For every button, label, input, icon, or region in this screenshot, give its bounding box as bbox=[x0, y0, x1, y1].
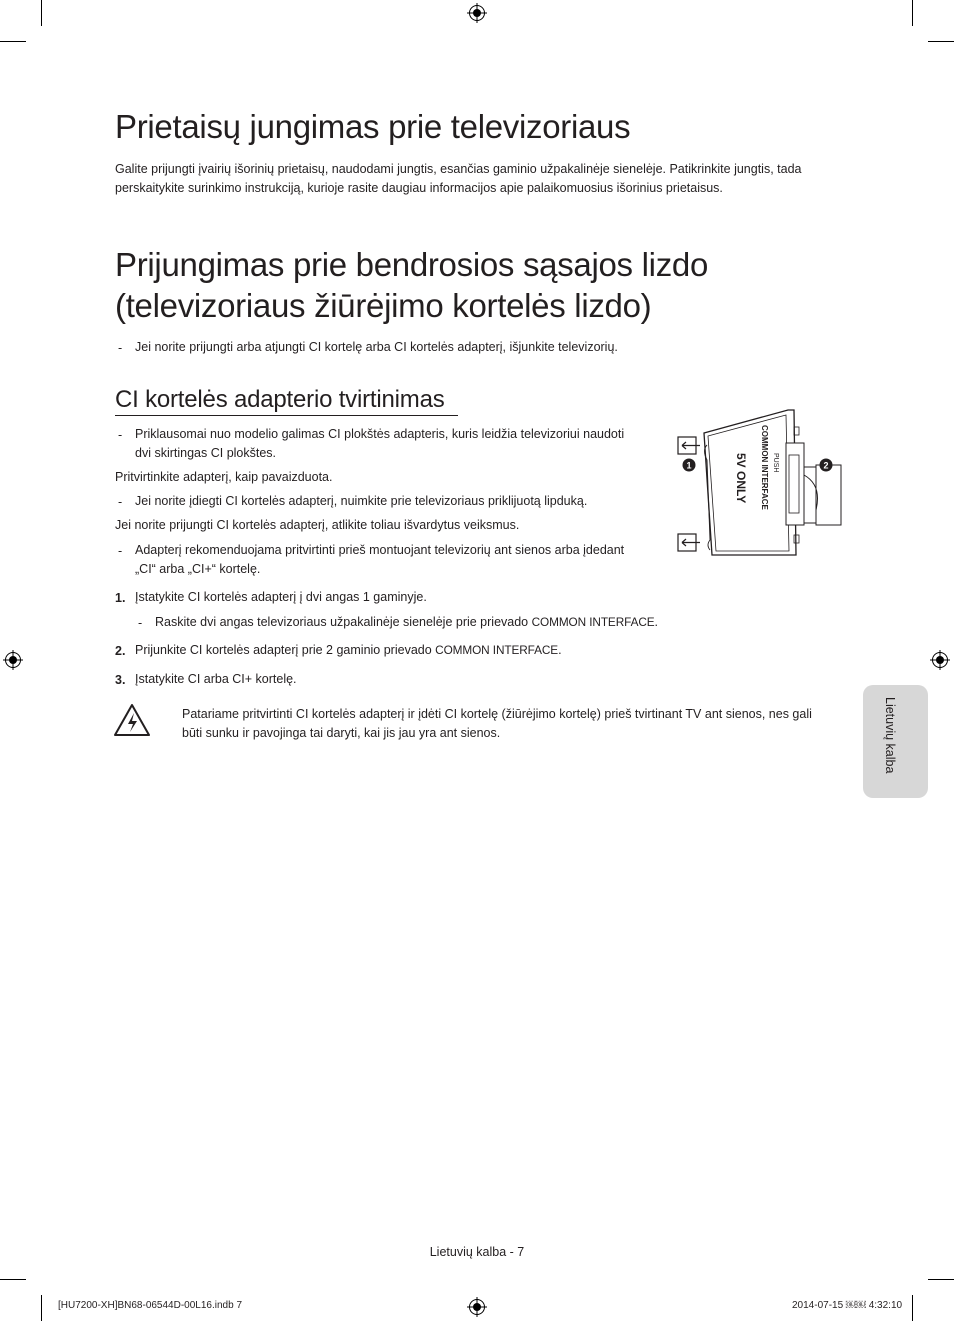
step-number: 3. bbox=[115, 673, 126, 687]
registration-mark-icon bbox=[3, 650, 23, 670]
substep-text bbox=[155, 613, 658, 632]
warning-line2: būti sunku ir pavojinga tai daryti, kai jis jau yra ant sienos. bbox=[182, 726, 501, 740]
section-title-line2: (televizoriaus žiūrėjimo kortelės lizdo) bbox=[115, 287, 652, 324]
print-file-info: [HU7200-XH]BN68-06544D-00L16.indb 7 bbox=[58, 1300, 243, 1311]
bullet-dash: - bbox=[118, 341, 123, 355]
warning-line1: Patariame pritvirtinti CI kortelės adapterį ir įdėti CI kortelę (žiūrėjimo kortelę) prieš tvirtinant TV ant sienos, nes gali bbox=[182, 707, 812, 721]
step-2-text-before: Prijunkite CI kortelės adapterį prie 2 gaminio prievado bbox=[135, 643, 436, 657]
step-2-text-after: . bbox=[558, 643, 562, 657]
crop-mark bbox=[41, 0, 42, 26]
section-title-line1: Prijungimas prie bendrosios sąsajos lizdo bbox=[115, 246, 708, 283]
intro-paragraph: Galite prijungti įvairių išorinių prietaisų, naudodami jungtis, esančias gaminio užpakalinėje sienelėje. Patikrinkite jungtis, tada perskaitykite surinkimo instrukciją, kurioje rasite daugiau informacijos apie palaikomuosius išorinius prietaisus. bbox=[115, 162, 802, 195]
attach-text: Pritvirtinkite adapterį, kaip pavaizduota. bbox=[115, 470, 333, 484]
note-model-line2: dvi skirtingas CI plokštes. bbox=[135, 446, 277, 460]
registration-mark-icon bbox=[467, 3, 487, 23]
step-number: 1. bbox=[115, 591, 126, 605]
marker-1: 1 bbox=[686, 460, 692, 471]
subsection-underline bbox=[115, 415, 458, 416]
bullet-dash: - bbox=[138, 616, 143, 630]
substep-text-after: . bbox=[654, 615, 659, 629]
print-date-info: 2014-07-15 ￼￼ 4:32:10 bbox=[792, 1300, 903, 1311]
note-mount-line2: „CI“ arba „CI+“ kortelę. bbox=[135, 562, 261, 576]
section-note: Jei norite prijungti arba atjungti CI kortelę arba CI kortelės adapterį, išjunkite televizorių. bbox=[135, 340, 618, 354]
port-label: COMMON INTERFACE bbox=[435, 643, 559, 657]
crop-mark bbox=[928, 1279, 954, 1280]
note-sticker: Jei norite įdiegti CI kortelės adapterį, nuimkite prie televizoriaus priklijuotą lipduką. bbox=[135, 494, 588, 508]
warning-icon bbox=[113, 703, 151, 737]
bullet-dash: - bbox=[118, 428, 123, 442]
crop-mark bbox=[41, 1295, 42, 1321]
label-5v-only: 5V ONLY bbox=[734, 453, 748, 504]
crop-mark bbox=[912, 0, 913, 26]
subsection-title: CI kortelės adapterio tvirtinimas bbox=[115, 386, 445, 413]
page-title: Prietaisų jungimas prie televizoriaus bbox=[115, 108, 631, 145]
note-model-line1: Priklausomai nuo modelio galimas CI plokštės adapteris, kuris leidžia televizoriui naudoti bbox=[135, 427, 625, 441]
ci-adapter-illustration bbox=[676, 405, 846, 585]
language-side-tab-label: Lietuvių kalba bbox=[883, 697, 897, 774]
registration-mark-icon bbox=[930, 650, 950, 670]
step-number: 2. bbox=[115, 644, 126, 658]
step-1-text: Įstatykite CI kortelės adapterį į dvi angas 1 gaminyje. bbox=[135, 590, 427, 604]
section-title bbox=[115, 244, 708, 326]
crop-mark bbox=[928, 41, 954, 42]
note-mount-line1: Adapterį rekomenduojama pritvirtinti prieš montuojant televizorių ant sienos arba įdedant bbox=[135, 543, 625, 557]
label-common-interface: COMMON INTERFACE bbox=[760, 425, 769, 510]
registration-mark-icon bbox=[467, 1297, 487, 1317]
step-2-text bbox=[135, 641, 562, 660]
label-push: PUSH bbox=[772, 453, 779, 473]
crop-mark bbox=[0, 41, 26, 42]
port-label: COMMON INTERFACE bbox=[531, 615, 655, 629]
page-footer: Lietuvių kalba - 7 bbox=[429, 1245, 525, 1259]
marker-2: 2 bbox=[823, 460, 829, 471]
step-3-text: Įstatykite CI arba CI+ kortelę. bbox=[135, 672, 297, 686]
crop-mark bbox=[0, 1279, 26, 1280]
bullet-dash: - bbox=[118, 544, 123, 558]
bullet-dash: - bbox=[118, 495, 123, 509]
substep-text-before: Raskite dvi angas televizoriaus užpakalinėje sienelėje prie prievado bbox=[155, 615, 532, 629]
crop-mark bbox=[912, 1295, 913, 1321]
connect-text: Jei norite prijungti CI kortelės adapterį, atlikite toliau išvardytus veiksmus. bbox=[115, 518, 520, 532]
